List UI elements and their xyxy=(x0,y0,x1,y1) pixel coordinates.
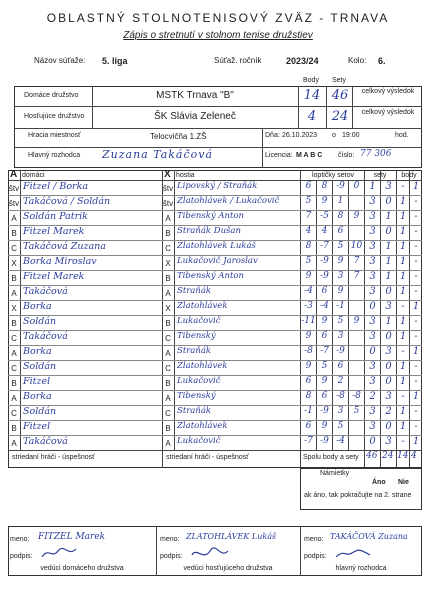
match-points-home: 1 xyxy=(399,316,407,327)
match-set-score: -3 xyxy=(304,301,313,311)
match-sets-home: 3 xyxy=(369,241,376,252)
away-overall-label: celkový výsledok xyxy=(361,109,415,116)
match-set-score: 6 xyxy=(305,421,312,431)
referee-sign-name: TAKÁČOVÁ Zuzana xyxy=(330,532,408,541)
match-points-home: 1 xyxy=(399,331,407,342)
match-points-away: - xyxy=(414,361,418,372)
match-home-player: Borka xyxy=(23,391,52,402)
match-home-mark: C xyxy=(11,244,17,253)
match-set-score: 8 xyxy=(321,181,328,191)
org-title: OBLASTNÝ STOLNOTENISOVÝ ZVÄZ - TRNAVA xyxy=(46,11,390,25)
home-name-label: meno: xyxy=(10,536,30,543)
match-set-score: -8 xyxy=(304,346,313,356)
date-value: 26.10.2023 xyxy=(282,132,318,139)
match-set-score: -4 xyxy=(304,286,313,296)
match-points-away: - xyxy=(414,226,418,237)
date-label: Dňa: xyxy=(265,132,280,139)
away-col-title: hostia xyxy=(176,172,195,179)
match-sets-away: 1 xyxy=(385,256,392,267)
match-sets-home: 3 xyxy=(369,256,376,267)
match-set-score: 9 xyxy=(321,421,328,431)
away-caption: vedúci hosťujúceho družstva xyxy=(183,565,273,572)
match-set-score: -9 xyxy=(320,436,329,446)
home-overall-label: celkový výsledok xyxy=(361,88,415,95)
match-home-player: Takáčová xyxy=(23,286,68,297)
home-leader-name: FITZEL Marek xyxy=(38,532,106,542)
match-set-score: 9 xyxy=(321,376,328,386)
remarks-no: Nie xyxy=(398,479,409,486)
home-col-title: domáci xyxy=(22,172,45,179)
match-away-mark: A xyxy=(165,439,171,448)
col-sets-label: Sety xyxy=(332,77,347,84)
league-label: Názov súťaže: xyxy=(34,56,86,65)
match-set-score: 7 xyxy=(353,256,360,266)
match-home-mark: B xyxy=(11,274,17,283)
match-away-player: Zlatohlávek xyxy=(177,421,228,431)
match-set-score: 6 xyxy=(321,391,328,401)
match-points-home: - xyxy=(401,391,405,402)
match-sets-away: 1 xyxy=(385,211,392,222)
match-sets-home: 3 xyxy=(369,331,376,342)
match-away-player: Lukačovič xyxy=(177,316,221,326)
match-sets-home: 3 xyxy=(369,271,376,282)
match-points-home: 1 xyxy=(399,376,407,387)
match-set-score: 8 xyxy=(305,391,312,401)
total-label: Spolu body a sety xyxy=(303,454,359,461)
home-team-sets: 46 xyxy=(331,88,349,103)
match-points-away: - xyxy=(414,331,418,342)
match-points-away: - xyxy=(414,376,418,387)
league-value: 5. liga xyxy=(102,56,128,66)
match-away-player: Lukačovič Jaroslav xyxy=(177,256,258,266)
match-set-score: 1 xyxy=(337,196,344,206)
col-points-label: Body xyxy=(303,77,319,84)
match-away-player: Lukačovič xyxy=(177,436,221,446)
match-set-score: -7 xyxy=(304,436,313,446)
match-set-score: 9 xyxy=(337,286,344,296)
match-sets-away: 0 xyxy=(385,226,392,237)
match-set-score: 9 xyxy=(321,316,328,326)
match-away-player: Straňák xyxy=(177,286,212,296)
match-home-player: Takáčová / Soldán xyxy=(23,196,111,207)
match-set-score: 6 xyxy=(321,331,328,341)
match-sets-away: 3 xyxy=(385,346,392,357)
match-set-score: 6 xyxy=(337,226,344,236)
season-label: Súťaž. ročník xyxy=(214,56,262,65)
home-team-name: MSTK Trnava "B" xyxy=(156,90,234,101)
match-home-mark: X xyxy=(11,259,17,268)
match-set-score: 9 xyxy=(353,316,360,326)
license-label: Licencia: xyxy=(265,152,293,159)
match-sets-home: 3 xyxy=(369,421,376,432)
match-away-mark: C xyxy=(165,244,171,253)
total-home-sets: 46 xyxy=(366,451,378,461)
match-sets-home: 3 xyxy=(369,196,376,207)
match-sets-home: 3 xyxy=(369,376,376,387)
match-sets-home: 0 xyxy=(369,346,376,357)
home-team-points: 14 xyxy=(303,88,321,103)
match-home-mark: A xyxy=(11,289,17,298)
match-home-mark: štv xyxy=(8,184,20,193)
match-set-score: 9 xyxy=(337,256,344,266)
match-points-away: - xyxy=(414,406,418,417)
match-away-mark: B xyxy=(165,274,171,283)
match-sets-home: 2 xyxy=(369,391,376,402)
match-points-home: 1 xyxy=(399,241,407,252)
match-points-away: - xyxy=(414,256,418,267)
away-sign-label: podpis: xyxy=(160,553,183,560)
match-away-mark: B xyxy=(165,424,171,433)
match-set-score: 2 xyxy=(337,376,344,386)
match-sets-away: 0 xyxy=(385,286,392,297)
match-sets-away: 3 xyxy=(385,301,392,312)
match-set-score: 9 xyxy=(353,211,360,221)
match-set-score: -5 xyxy=(320,211,329,221)
match-set-score: -7 xyxy=(320,346,329,356)
match-points-away: 1 xyxy=(412,391,420,402)
home-signature-icon xyxy=(40,545,80,561)
license-number-label: číslo: xyxy=(338,152,355,159)
match-away-mark: A xyxy=(165,394,171,403)
match-away-player: Zlatohlávek / Lukačovič xyxy=(177,196,280,206)
document-subtitle: Zápis o stretnutí v stolnom tenise družstiev xyxy=(123,30,313,41)
referee-caption: hlavný rozhodca xyxy=(335,565,387,572)
match-set-score: 8 xyxy=(337,211,344,221)
home-team-label: Domáce družstvo xyxy=(24,92,79,99)
match-home-mark: B xyxy=(11,424,17,433)
away-name-label: meno: xyxy=(160,536,180,543)
match-sets-home: 3 xyxy=(369,406,376,417)
match-away-mark: B xyxy=(165,379,171,388)
match-away-player: Tibenský Anton xyxy=(177,211,244,221)
match-set-score: 3 xyxy=(337,271,344,281)
sets-col-title: loptičky setov xyxy=(311,172,355,179)
match-home-player: Fitzel / Borka xyxy=(23,181,89,192)
remarks-note: ak áno, tak pokračujte na 2. strane xyxy=(304,492,412,499)
match-home-player: Soldán Patrik xyxy=(23,211,88,222)
match-away-player: Lukačovič xyxy=(177,376,221,386)
remarks-box xyxy=(300,468,422,510)
match-sets-away: 0 xyxy=(385,331,392,342)
match-set-score: 10 xyxy=(350,241,363,251)
referee-name: Zuzana Takáčová xyxy=(102,148,214,161)
away-team-points: 4 xyxy=(307,109,317,124)
match-points-home: 1 xyxy=(399,421,407,432)
match-points-home: - xyxy=(401,436,405,447)
match-home-player: Takáčová xyxy=(23,436,68,447)
match-set-score: 5 xyxy=(321,361,328,371)
match-away-player: Straňák xyxy=(177,346,212,356)
match-sets-home: 3 xyxy=(369,361,376,372)
match-away-mark: C xyxy=(165,364,171,373)
match-set-score: 7 xyxy=(305,211,312,221)
match-away-player: Lipovský / Straňák xyxy=(177,181,258,191)
match-away-mark: A xyxy=(165,289,171,298)
match-home-mark: C xyxy=(11,334,17,343)
match-away-player: Tibenský xyxy=(177,331,216,341)
match-points-home: 1 xyxy=(399,361,407,372)
match-set-score: 0 xyxy=(353,181,360,191)
remarks-yes: Áno xyxy=(372,479,386,486)
match-set-score: -9 xyxy=(320,406,329,416)
match-home-player: Borka xyxy=(23,301,52,312)
home-subs-label: striedaní hráči - úspešnosť xyxy=(12,454,95,461)
match-home-player: Takáčová xyxy=(23,331,68,342)
match-home-player: Takáčová Zuzana xyxy=(23,241,106,252)
match-away-player: Tibenský Anton xyxy=(177,271,244,281)
match-sets-home: 3 xyxy=(369,211,376,222)
match-set-score: 9 xyxy=(305,271,312,281)
away-leader-name: ZLATOHLÁVEK Lukáš xyxy=(186,532,277,541)
match-sets-away: 3 xyxy=(385,181,392,192)
match-set-score: -9 xyxy=(336,346,345,356)
row-divider xyxy=(8,345,422,346)
match-points-away: 1 xyxy=(412,181,420,192)
total-home-points: 14 xyxy=(397,451,409,461)
match-points-away: 1 xyxy=(412,436,420,447)
match-away-mark: X xyxy=(165,259,171,268)
license-options: M A B C xyxy=(296,152,323,159)
match-set-score: -7 xyxy=(320,241,329,251)
match-points-away: - xyxy=(414,421,418,432)
match-away-player: Straňák xyxy=(177,406,212,416)
match-points-home: 1 xyxy=(399,271,407,282)
sets-total-title: sety xyxy=(373,172,387,179)
match-away-mark: B xyxy=(165,319,171,328)
match-sets-home: 3 xyxy=(369,316,376,327)
match-home-mark: B xyxy=(11,379,17,388)
match-set-score: 5 xyxy=(337,316,344,326)
match-home-mark: štv xyxy=(8,199,20,208)
match-set-score: -9 xyxy=(320,271,329,281)
total-away-points: 4 xyxy=(411,451,417,461)
match-home-mark: B xyxy=(11,229,17,238)
match-points-away: - xyxy=(414,196,418,207)
match-away-mark: A xyxy=(165,349,171,358)
match-points-home: - xyxy=(401,301,405,312)
match-home-mark: A xyxy=(11,394,17,403)
home-sign-label: podpis: xyxy=(10,553,33,560)
match-set-score: -11 xyxy=(301,316,316,326)
match-points-home: 1 xyxy=(399,286,407,297)
match-set-score: -1 xyxy=(304,406,313,416)
match-away-player: Straňák Dušan xyxy=(177,226,241,236)
match-home-player: Fitzel xyxy=(23,376,51,387)
match-set-score: 5 xyxy=(353,406,360,416)
match-set-score: 7 xyxy=(353,271,360,281)
match-set-score: -9 xyxy=(336,181,345,191)
match-set-score: -8 xyxy=(352,391,361,401)
match-away-mark: C xyxy=(165,334,171,343)
match-sets-home: 3 xyxy=(369,226,376,237)
match-points-away: - xyxy=(414,241,418,252)
away-col-letter: X xyxy=(164,169,171,180)
match-points-home: 1 xyxy=(399,226,407,237)
match-home-player: Borka Miroslav xyxy=(23,256,97,267)
remarks-label: Námietky xyxy=(320,470,350,477)
match-home-mark: A xyxy=(11,214,17,223)
ref-sign-label: podpis: xyxy=(304,553,327,560)
match-home-mark: A xyxy=(11,349,17,358)
match-set-score: 5 xyxy=(337,421,344,431)
home-caption: vedúci domáceho družstva xyxy=(40,565,124,572)
hour-label: hod. xyxy=(395,132,409,139)
match-points-away: - xyxy=(414,316,418,327)
away-signature-icon xyxy=(190,545,230,561)
match-sets-away: 3 xyxy=(385,391,392,402)
match-sets-away: 1 xyxy=(385,316,392,327)
match-points-away: - xyxy=(414,286,418,297)
match-set-score: 5 xyxy=(305,196,312,206)
match-home-player: Fitzel Marek xyxy=(23,271,85,282)
license-number: 77 306 xyxy=(360,149,392,159)
match-points-home: 1 xyxy=(399,406,407,417)
match-set-score: 5 xyxy=(337,241,344,251)
match-sets-away: 0 xyxy=(385,421,392,432)
match-home-player: Soldán xyxy=(23,316,57,327)
match-home-mark: C xyxy=(11,364,17,373)
match-away-mark: C xyxy=(165,409,171,418)
time-value: 19:00 xyxy=(342,132,360,139)
match-away-mark: A xyxy=(165,214,171,223)
ref-name-label: meno: xyxy=(304,536,324,543)
match-home-mark: X xyxy=(11,304,17,313)
match-set-score: 9 xyxy=(305,331,312,341)
match-away-mark: X xyxy=(165,304,171,313)
match-points-away: - xyxy=(414,211,418,222)
match-home-mark: C xyxy=(11,409,17,418)
match-set-score: 4 xyxy=(305,226,312,236)
match-points-home: - xyxy=(401,346,405,357)
match-set-score: -4 xyxy=(320,301,329,311)
match-away-mark: štv xyxy=(162,199,174,208)
away-team-sets: 24 xyxy=(331,109,349,124)
referee-label: Hlavný rozhodca xyxy=(28,152,81,159)
match-away-player: Zlatohlávek xyxy=(177,301,228,311)
round-value: 6. xyxy=(378,56,386,66)
match-sets-away: 3 xyxy=(385,436,392,447)
match-set-score: 5 xyxy=(305,256,312,266)
away-team-name: ŠK Slávia Zeleneč xyxy=(154,111,236,122)
match-home-player: Soldán xyxy=(23,361,57,372)
match-set-score: -4 xyxy=(336,436,345,446)
match-points-away: 1 xyxy=(412,346,420,357)
match-away-player: Zlatohlávek xyxy=(177,361,228,371)
match-points-home: 1 xyxy=(399,196,407,207)
home-col-letter: A xyxy=(10,169,18,180)
season-value: 2023/24 xyxy=(286,56,319,66)
round-label: Kolo: xyxy=(348,56,367,65)
match-set-score: 6 xyxy=(305,181,312,191)
match-sets-away: 1 xyxy=(385,271,392,282)
match-set-score: -9 xyxy=(320,256,329,266)
match-set-score: 4 xyxy=(321,226,328,236)
match-sets-home: 3 xyxy=(369,286,376,297)
match-away-mark: štv xyxy=(162,184,174,193)
match-points-away: - xyxy=(414,271,418,282)
match-home-mark: B xyxy=(11,319,17,328)
match-home-player: Soldán xyxy=(23,406,57,417)
match-home-mark: A xyxy=(11,439,17,448)
row-divider xyxy=(8,285,422,286)
match-sets-home: 0 xyxy=(369,436,376,447)
match-set-score: 9 xyxy=(321,196,328,206)
match-sets-away: 2 xyxy=(385,406,392,417)
match-sets-home: 0 xyxy=(369,301,376,312)
away-team-label: Hosťujúce družstvo xyxy=(24,113,85,120)
match-away-mark: B xyxy=(165,229,171,238)
match-set-score: 6 xyxy=(337,361,344,371)
match-points-home: 1 xyxy=(399,256,407,267)
match-sets-home: 1 xyxy=(369,181,376,192)
match-away-player: Tibenský xyxy=(177,391,216,401)
time-at-label: o xyxy=(332,132,336,139)
match-sets-away: 0 xyxy=(385,361,392,372)
match-set-score: -1 xyxy=(336,301,345,311)
match-away-player: Zlatohlávek Lukáš xyxy=(177,241,256,251)
match-sets-away: 0 xyxy=(385,376,392,387)
match-set-score: 8 xyxy=(305,241,312,251)
match-set-score: 9 xyxy=(305,361,312,371)
match-set-score: 6 xyxy=(305,376,312,386)
total-away-sets: 24 xyxy=(382,451,394,461)
match-home-player: Fitzel Marek xyxy=(23,226,85,237)
match-set-score: -8 xyxy=(336,391,345,401)
away-subs-label: striedaní hráči - úspešnosť xyxy=(166,454,249,461)
venue-label: Hracia miestnosť xyxy=(28,132,81,139)
match-sets-away: 1 xyxy=(385,241,392,252)
points-col-title: body xyxy=(401,172,417,179)
venue-value: Telocvičňa 1.ZŠ xyxy=(150,132,207,141)
match-points-away: 1 xyxy=(412,301,420,312)
match-set-score: 6 xyxy=(321,286,328,296)
match-points-home: 1 xyxy=(399,211,407,222)
match-home-player: Fitzel xyxy=(23,421,51,432)
match-home-player: Borka xyxy=(23,346,52,357)
match-sets-away: 0 xyxy=(385,196,392,207)
match-set-score: 3 xyxy=(337,406,344,416)
match-set-score: 3 xyxy=(337,331,344,341)
referee-signature-icon xyxy=(334,545,374,561)
match-points-home: - xyxy=(401,181,405,192)
